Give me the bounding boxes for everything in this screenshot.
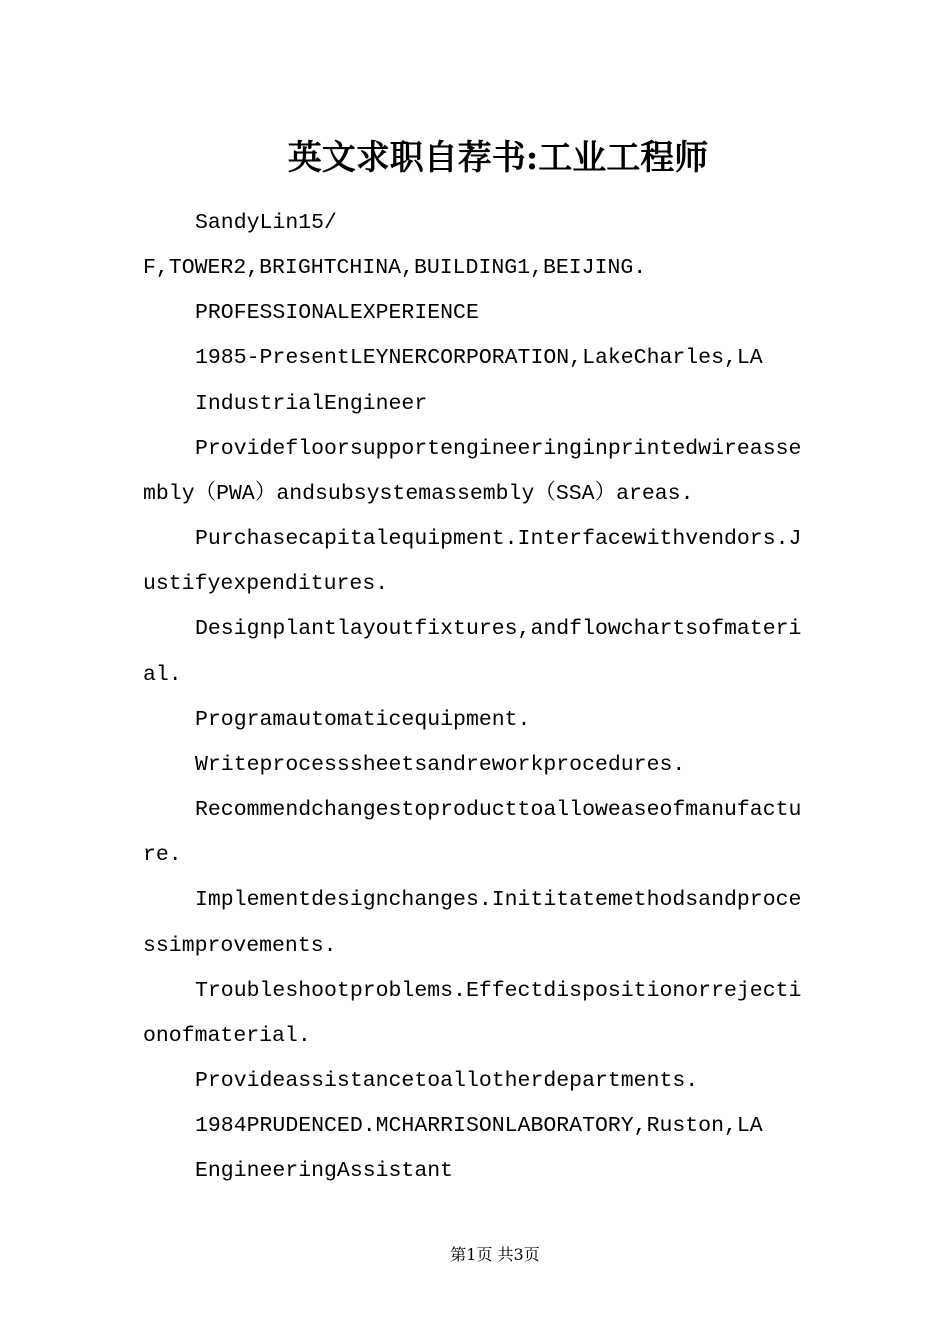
duty-paragraph: Troubleshootproblems.Effectdispositionorrejectionofmaterial. (143, 978, 802, 1048)
document-body (143, 201, 803, 1194)
contact-address-line: F,TOWER2,BRIGHTCHINA,BUILDING1,BEIJING. (143, 256, 647, 281)
page-footer: 第1页 共3页 (450, 1245, 540, 1264)
duty-paragraph: Writeprocesssheetsandreworkprocedures. (195, 752, 686, 777)
employment-entry: 1984PRUDENCED.MCHARRISONLABORATORY,Ruston,LA (195, 1114, 763, 1139)
duty-paragraph: Programautomaticequipment. (195, 707, 531, 732)
section-heading: PROFESSIONALEXPERIENCE (195, 301, 479, 326)
employment-entry: 1985-PresentLEYNERCORPORATION,LakeCharles,LA (195, 346, 763, 371)
duty-paragraph: Providefloorsupportengineeringinprintedwireassembly（PWA）andsubsystemassembly（SSA）areas. (143, 436, 802, 506)
job-title: IndustrialEngineer (195, 391, 428, 416)
duty-paragraph: Provideassistancetoallotherdepartments. (195, 1068, 699, 1093)
duty-paragraph: Implementdesignchanges.Inititatemethodsandprocessimprovements. (143, 888, 802, 958)
document-title: 英文求职自荐书:工业工程师 (287, 138, 709, 178)
duty-paragraph: Purchasecapitalequipment.Interfacewithvendors.Justifyexpenditures. (143, 527, 802, 597)
contact-name-line: SandyLin15/ (195, 211, 337, 235)
duty-paragraph: Designplantlayoutfixtures,andflowchartsofmaterial. (143, 617, 802, 687)
duty-paragraph: Recommendchangestoproducttoalloweaseofmanufacture. (143, 798, 802, 868)
job-title: EngineeringAssistant (195, 1159, 454, 1184)
